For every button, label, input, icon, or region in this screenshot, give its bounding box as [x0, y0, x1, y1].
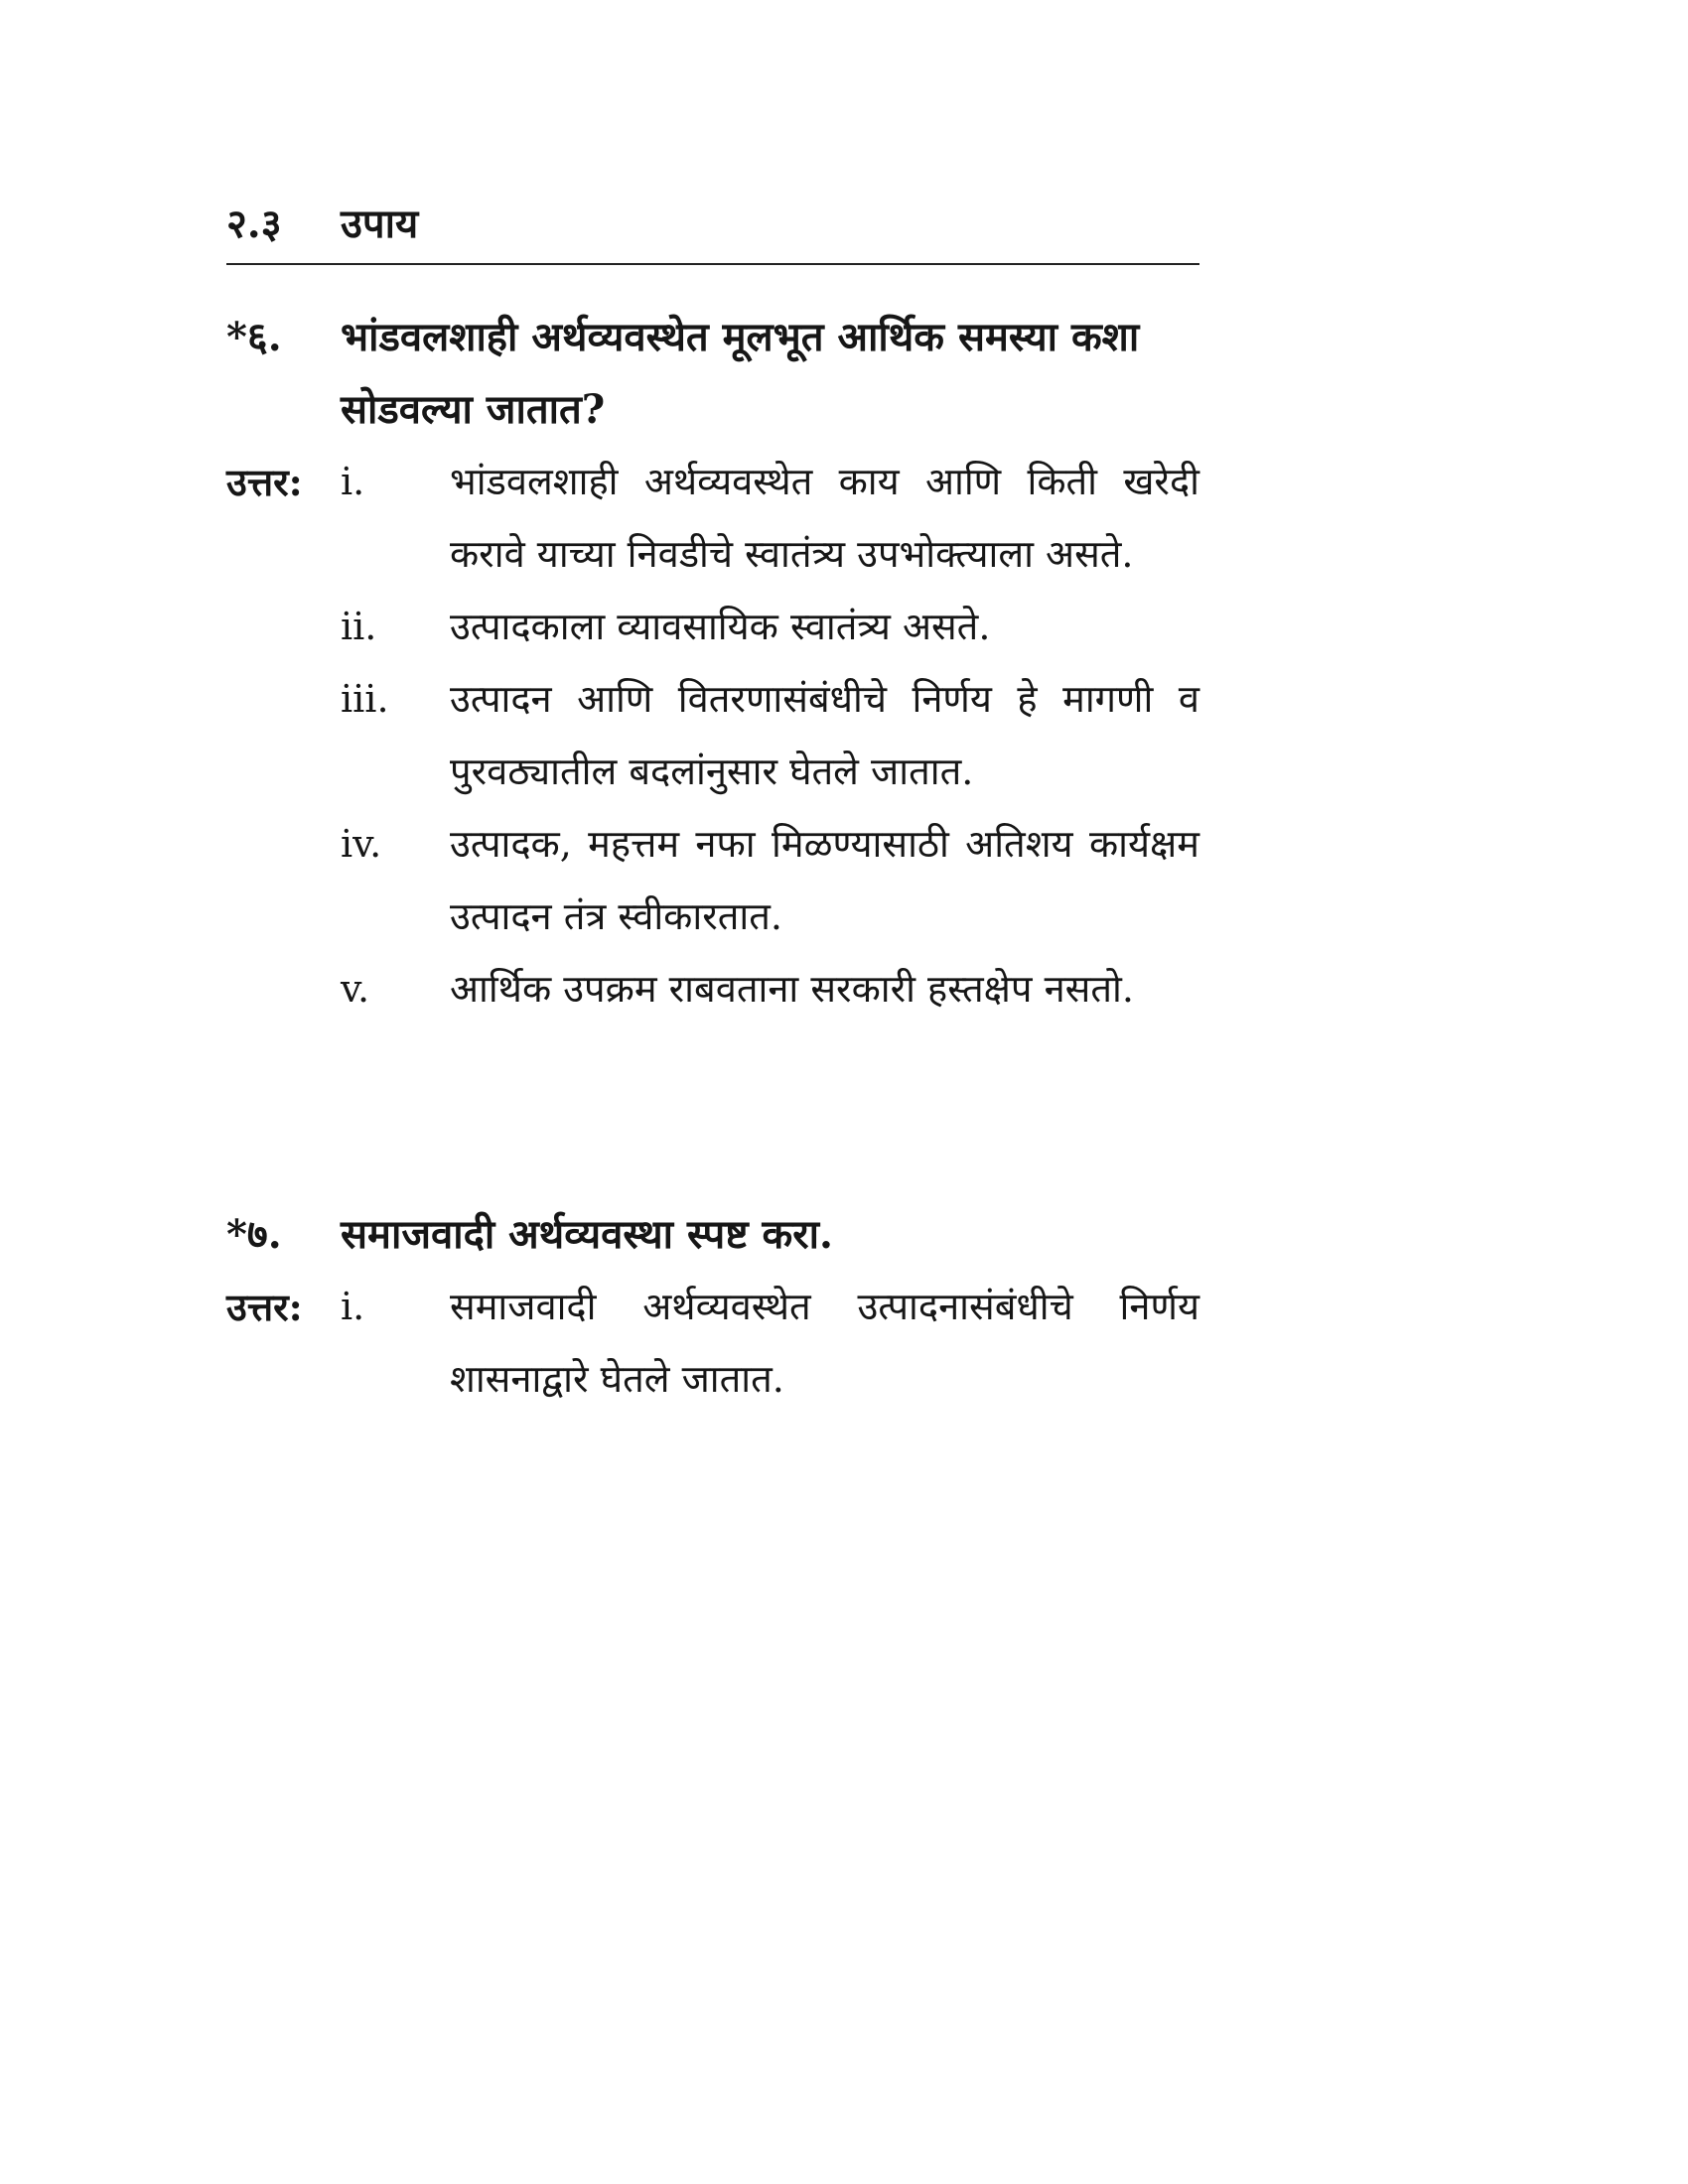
answer-point: [226, 1271, 1199, 1416]
answer-point: [226, 591, 1199, 663]
point-text: समाजवादी अर्थव्यवस्थेत उत्पादनासंबंधीचे निर्णय शासनाद्वारे घेतले जातात.: [450, 1285, 1199, 1401]
section-number: २.३: [226, 201, 282, 247]
section-title: उपाय: [341, 201, 419, 247]
point-numeral: v.: [341, 967, 370, 1011]
answer-label: उत्तर:: [226, 460, 303, 504]
question-block-6: [226, 301, 1199, 1025]
question-block-7: [226, 1198, 1199, 1416]
point-text: आर्थिक उपक्रम राबवताना सरकारी हस्तक्षेप नसतो.: [450, 967, 1134, 1011]
answer-point: [226, 663, 1199, 808]
point-text: उत्पादकाला व्यावसायिक स्वातंत्र्य असते.: [450, 605, 991, 648]
answer-point: [226, 808, 1199, 953]
point-numeral: iv.: [341, 822, 382, 866]
question: [226, 301, 1199, 446]
section-divider: [226, 263, 1199, 265]
point-text: भांडवलशाही अर्थव्यवस्थेत काय आणि किती खरेदी करावे याच्या निवडीचे स्वातंत्र्य उपभोक्त्याला असते.: [450, 460, 1199, 576]
answer-point: [226, 446, 1199, 591]
point-numeral: i.: [341, 460, 365, 503]
question-number: *६.: [226, 314, 282, 360]
point-numeral: ii.: [341, 605, 377, 648]
question: [226, 1198, 1199, 1271]
question-text: समाजवादी अर्थव्यवस्था स्पष्ट करा.: [341, 1211, 833, 1258]
point-text: उत्पादक, महत्तम नफा मिळण्यासाठी अतिशय कार्यक्षम उत्पादन तंत्र स्वीकारतात.: [450, 822, 1199, 938]
section-heading: [226, 195, 1199, 254]
point-numeral: i.: [341, 1285, 365, 1328]
point-text: उत्पादन आणि वितरणासंबंधीचे निर्णय हे मागणी व पुरवठ्यातील बदलांनुसार घेतले जातात.: [450, 677, 1199, 793]
answer-point: [226, 953, 1199, 1025]
answer-label: उत्तर:: [226, 1285, 303, 1329]
question-number: *७.: [226, 1211, 282, 1258]
point-numeral: iii.: [341, 677, 389, 721]
question-text: भांडवलशाही अर्थव्यवस्थेत मूलभूत आर्थिक समस्या कशा सोडवल्या जातात?: [341, 314, 1140, 433]
